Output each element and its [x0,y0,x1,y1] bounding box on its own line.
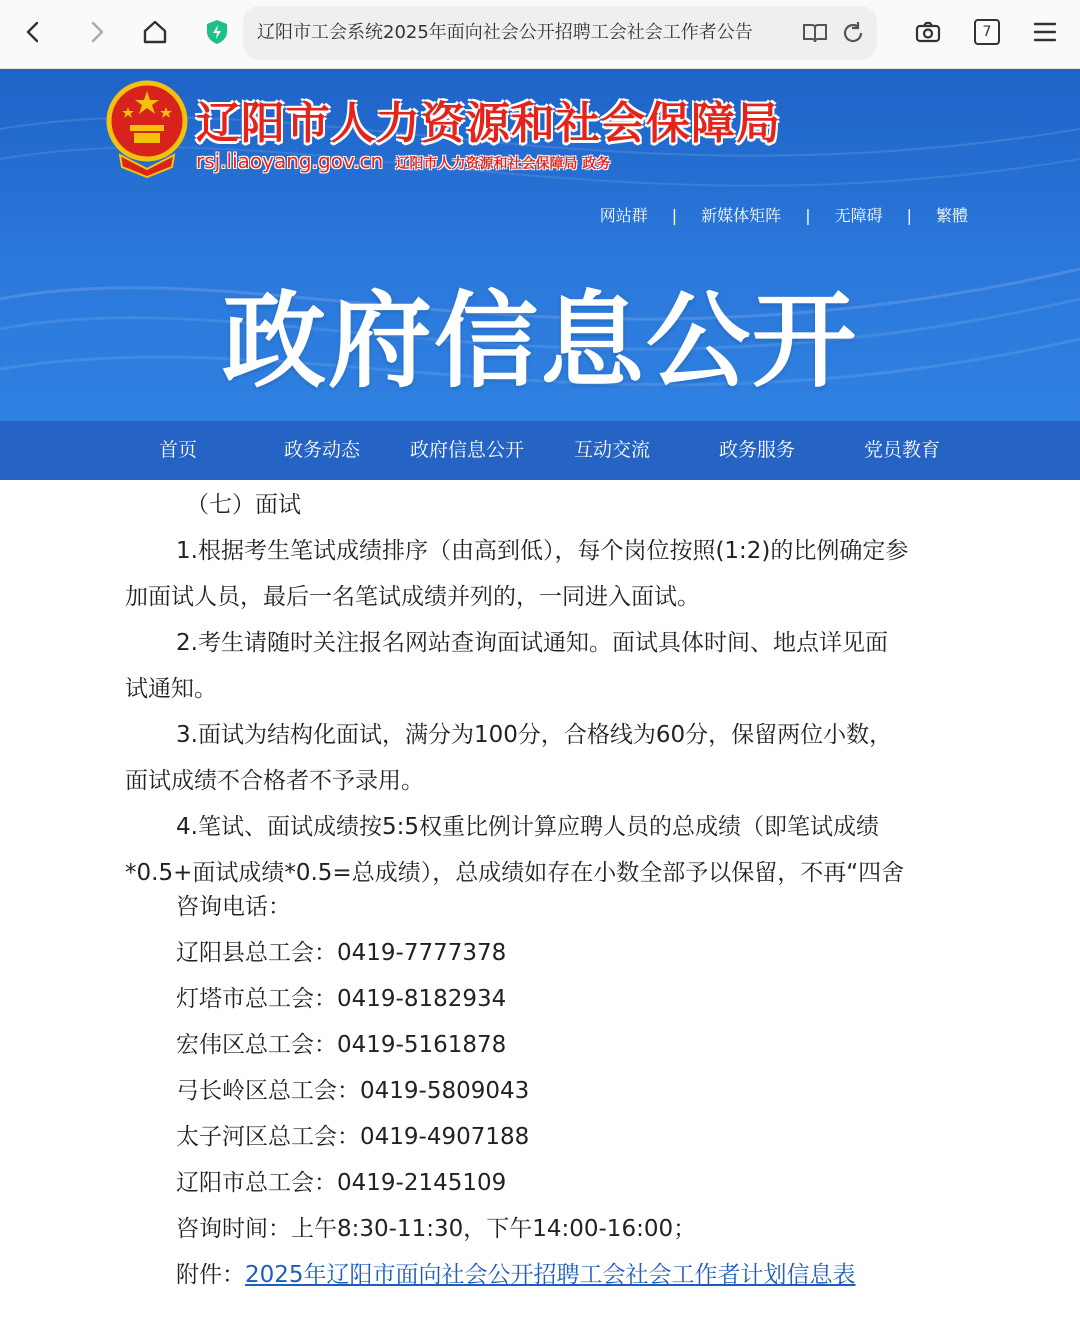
contact-title: 咨询电话： [176,894,291,920]
home-icon[interactable] [131,10,179,54]
attachment-label: 附件： [176,1262,245,1288]
contact-item: 辽阳县总工会：0419-7777378 [176,940,507,966]
back-icon[interactable] [10,10,58,54]
section-title: （七）面试 [186,492,301,518]
paragraph-line: 3.面试为结构化面试，满分为100分，合格线为60分，保留两位小数， [176,722,893,748]
shield-icon[interactable] [193,10,241,54]
paragraph-line: 加面试人员，最后一名笔试成绩并列的，一同进入面试。 [125,584,700,610]
tab-count: 7 [974,19,1000,45]
paragraph-line: 1.根据考生笔试成绩排序（由高到低），每个岗位按照(1:2)的比例确定参 [176,538,909,564]
nav-item-interaction[interactable]: 互动交流 [573,439,650,461]
site-domain: rsj.liaoyang.gov.cn [196,149,384,173]
attachment-row [176,1260,856,1290]
divider: | [805,206,811,225]
paragraph-line: 试通知。 [125,676,217,702]
paragraph-line: 4.笔试、面试成绩按5:5权重比例计算应聘人员的总成绩（即笔试成绩 [176,814,879,840]
paragraph-line: *0.5+面试成绩*0.5=总成绩），总成绩如存在小数全部予以保留，不再“四舍 [125,860,905,886]
nav-item-home[interactable]: 首页 [158,439,197,461]
link-site-group[interactable]: 网站群 [599,206,648,225]
site-subtitle [196,149,610,173]
nav-item-party[interactable]: 党员教育 [863,439,940,461]
address-bar[interactable] [243,6,877,60]
camera-icon[interactable] [904,10,952,54]
link-accessibility[interactable]: 无障碍 [834,206,883,225]
main-nav [0,421,1080,480]
forward-icon[interactable] [72,10,120,54]
contact-item: 灯塔市总工会：0419-8182934 [176,986,507,1012]
top-links [594,203,974,226]
site-banner [0,69,1080,421]
nav-item-services[interactable]: 政务服务 [718,439,795,461]
national-emblem-icon [106,77,188,183]
nav-item-info[interactable]: 政府信息公开 [409,439,524,461]
site-name: 辽阳市人力资源和社会保障局 [196,98,781,149]
contact-item: 宏伟区总工会：0419-5161878 [176,1032,507,1058]
contact-item: 弓长岭区总工会：0419-5809043 [176,1078,530,1104]
consult-hours: 咨询时间：上午8:30-11:30，下午14:00-16:00； [176,1216,697,1242]
page-title: 辽阳市工会系统2025年面向社会公开招聘工会社会工作者公告 [257,22,753,43]
banner-title: 政府信息公开 [221,280,858,402]
refresh-icon[interactable] [839,19,867,51]
divider: | [906,206,912,225]
paragraph-line: 面试成绩不合格者不予录用。 [125,768,424,794]
reader-icon[interactable] [801,19,829,51]
link-new-media[interactable]: 新媒体矩阵 [701,206,782,225]
tabs-icon[interactable] [963,10,1011,54]
menu-icon[interactable] [1021,10,1069,54]
contact-item: 太子河区总工会：0419-4907188 [176,1124,530,1150]
site-sub-text: 辽阳市人力资源和社会保障局 政务 [395,156,611,172]
link-traditional[interactable]: 繁體 [935,206,968,225]
browser-toolbar [0,0,1080,69]
paragraph-line: 2.考生请随时关注报名网站查询面试通知。面试具体时间、地点详见面 [176,630,888,656]
contact-item: 辽阳市总工会：0419-2145109 [176,1170,507,1196]
attachment-link[interactable]: 2025年辽阳市面向社会公开招聘工会社会工作者计划信息表 [245,1262,856,1288]
nav-item-news[interactable]: 政务动态 [283,439,360,461]
divider: | [671,206,678,225]
